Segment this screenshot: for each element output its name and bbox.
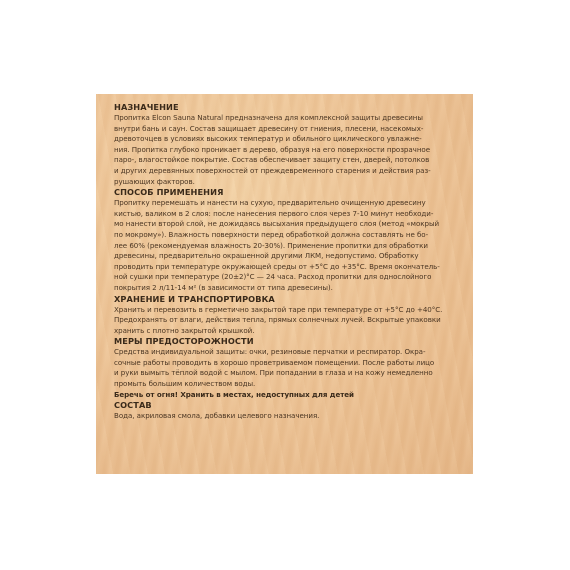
text-line: и руки вымыть тёплой водой с мылом. При попадании в глаза и на кожу немедленно	[114, 368, 433, 378]
section-heading: НАЗНАЧЕНИЕ	[114, 102, 179, 112]
text-line: внутри бань и саун. Состав защищает древесину от гниения, плесени, насекомых-	[114, 123, 424, 133]
text-line: ния. Пропитка глубоко проникает в дерево, образуя на его поверхности прозрачное	[114, 144, 431, 154]
text-line: Предохранять от влаги, действия тепла, прямых солнечных лучей. Вскрытые упаковки	[114, 315, 441, 325]
label-content	[114, 102, 464, 422]
text-line: покрытия 2 л/11-14 м² (в зависимости от типа древесины).	[114, 282, 333, 292]
text-line: Пропитку перемешать и нанести на сухую, предварительно очищенную древесину	[114, 198, 426, 208]
text-line: ной сушки при температуре (20±2)°С — 24 часа. Расход пропитки для однослойного	[114, 272, 432, 282]
text-line: древоточцев в условиях высоких температур и обильного циклического увлажне-	[114, 134, 422, 144]
section-heading: СПОСОБ ПРИМЕНЕНИЯ	[114, 187, 224, 198]
section-purpose	[114, 102, 464, 187]
text-line: Пропитка Elcon Sauna Natural предназначена для комплексной защиты древесины	[114, 113, 423, 122]
text-line: Вода, акриловая смола, добавки целевого назначения.	[114, 411, 320, 421]
text-line: Хранить и перевозить в герметично закрытой таре при температуре от +5°С до +40°С.	[114, 304, 443, 314]
text-line: кистью, валиком в 2 слоя: после нанесения первого слоя через 7-10 минут необходи-	[114, 208, 434, 218]
section-text	[114, 198, 464, 293]
text-line: и других деревянных поверхностей от преждевременного старения и действия раз-	[114, 165, 431, 175]
section-text	[114, 305, 464, 337]
text-line: лее 60% (рекомендуемая влажность 20-30%). Применение пропитки для обработки	[114, 240, 428, 250]
text-line: древесины, предварительно окрашенной другими ЛКМ, недопустимо. Обработку	[114, 251, 419, 261]
text-line: по мокрому»). Влажность поверхности перед обработкой должна составлять не бо-	[114, 229, 429, 239]
text-line: хранить с плотно закрытой крышкой.	[114, 325, 255, 335]
section-precautions	[114, 336, 464, 400]
section-heading: ХРАНЕНИЕ И ТРАНСПОРТИРОВКА	[114, 293, 275, 304]
section-storage	[114, 294, 464, 337]
text-line: проводить при температуре окружающей среды от +5°С до +35°С. Время окончатель-	[114, 261, 440, 271]
text-line: паро-, влагостойкое покрытие. Состав обеспечивает защиту стен, дверей, потолков	[114, 155, 430, 165]
section-text	[114, 347, 464, 400]
label-panel	[96, 94, 473, 474]
section-text	[114, 113, 464, 187]
section-application	[114, 187, 464, 293]
section-text	[114, 411, 464, 422]
section-heading: СОСТАВ	[114, 400, 152, 411]
text-line: мо нанести второй слой, не дожидаясь высыхания предыдущего слоя (метод «мокрый	[114, 219, 440, 229]
section-composition	[114, 400, 464, 422]
section-heading: МЕРЫ ПРЕДОСТОРОЖНОСТИ	[114, 336, 254, 347]
warning-line: Беречь от огня! Хранить в местах, недоступных для детей	[114, 389, 354, 399]
text-line: сочные работы проводить в хорошо проветриваемом помещении. После работы лицо	[114, 357, 435, 367]
text-line: промыть большим количеством воды.	[114, 379, 256, 389]
text-line: рушающих факторов.	[114, 176, 195, 186]
text-line: Средства индивидуальной защиты: очки, резиновые перчатки и респиратор. Окра-	[114, 347, 426, 357]
